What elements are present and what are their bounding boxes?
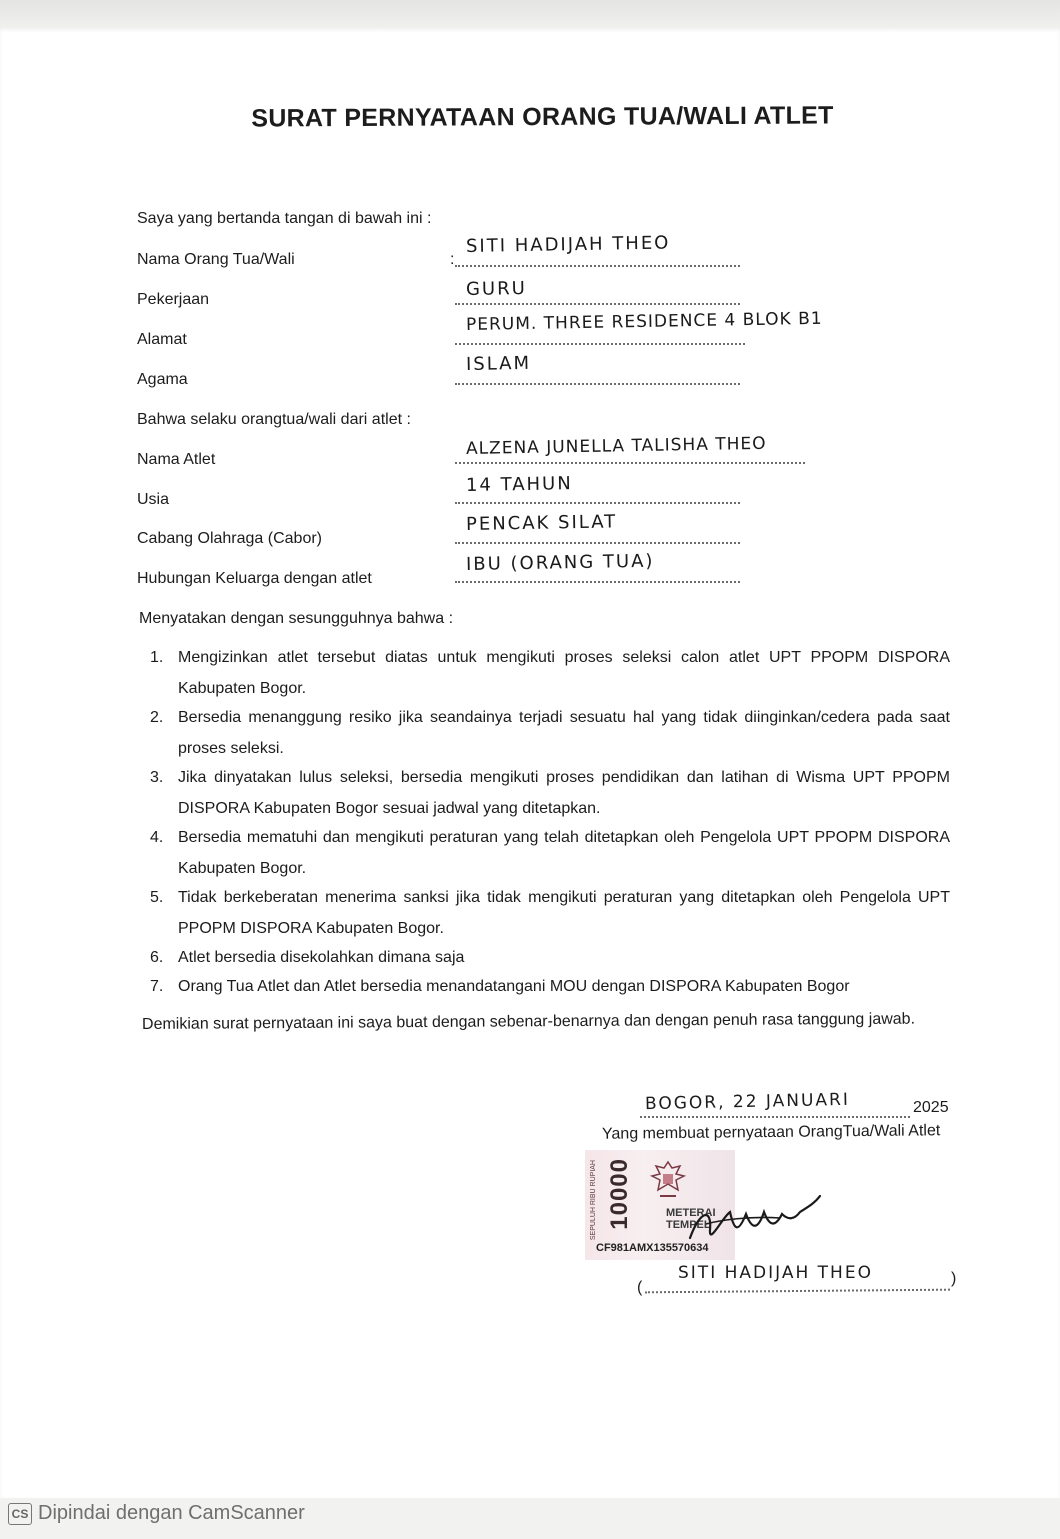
statement-number: 3. [150, 769, 164, 786]
intro-text: Saya yang bertanda tangan di bawah ini : [137, 210, 432, 227]
scan-top-shadow [0, 0, 1060, 28]
handwritten-athlete-name: ALZENA JUNELLA TALISHA THEO [465, 433, 767, 459]
athlete-intro-text: Bahwa selaku orangtua/wali dari atlet : [137, 411, 411, 428]
statement-number: 2. [150, 709, 164, 726]
stamp-side-text: SEPULUH RIBU RUPIAH [590, 1160, 597, 1241]
handwritten-occupation: GURU [465, 277, 527, 300]
statement-number: 5. [150, 889, 164, 906]
stamp-value: 10000 [606, 1158, 633, 1230]
field-label-sport: Cabang Olahraga (Cabor) [137, 530, 322, 547]
statement-item [150, 762, 950, 824]
statement-item [150, 702, 950, 764]
handwritten-signer-name: SITI HADIJAH THEO [678, 1263, 873, 1283]
statement-item [150, 971, 950, 1002]
statement-text: Bersedia mematuhi dan mengikuti peraturan yang telah ditetapkan oleh Pengelola UPT PPOPM DISPORA Kabupaten Bogor. [178, 829, 950, 877]
handwritten-sport: PENCAK SILAT [465, 511, 618, 535]
field-label-address: Alamat [137, 331, 187, 348]
statement-number: 1. [150, 649, 164, 666]
field-label-age: Usia [137, 491, 170, 508]
date-fill-line [640, 1116, 910, 1118]
statement-text: Tidak berkeberatan menerima sanksi jika tidak mengikuti peraturan yang ditetapkan oleh Pengelola UPT PPOPM DISPORA Kabupaten Bogor. [178, 889, 950, 937]
field-label-occupation: Pekerjaan [137, 291, 210, 308]
handwritten-address: PERUM. THREE RESIDENCE 4 BLOK B1 [465, 308, 823, 335]
statement-text: Orang Tua Atlet dan Atlet bersedia menandatangani MOU dengan DISPORA Kabupaten Bogor [178, 978, 850, 995]
document-title: SURAT PERNYATAAN ORANG TUA/WALI ATLET [251, 101, 834, 133]
handwritten-parent-name: SITI HADIJAH THEO [465, 232, 671, 257]
paren-close: ) [951, 1270, 957, 1287]
year-text: 2025 [913, 1099, 949, 1116]
field-label-relationship: Hubungan Keluarga dengan atlet [137, 570, 372, 587]
statement-item [150, 882, 950, 944]
statement-text: Jika dinyatakan lulus seleksi, bersedia mengikuti proses pendidikan dan latihan di Wisma UPT PPOPM DISPORA Kabupaten Bogor sesuai jadwal yang ditetapkan. [178, 769, 950, 817]
handwritten-signature [660, 1190, 830, 1260]
statement-text: Bersedia menanggung resiko jika seandainya terjadi sesuatu hal yang tidak diinginkan/cedera pada saat proses seleksi. [178, 709, 950, 757]
stamp-label-line2: TEMPEL [666, 1219, 711, 1231]
maker-label: Yang membuat pernyataan OrangTua/Wali Atlet [601, 1122, 941, 1143]
camscanner-watermark [8, 1502, 305, 1525]
statement-text: Mengizinkan atlet tersebut diatas untuk mengikuti proses seleksi calon atlet UPT PPOPM DISPORA Kabupaten Bogor. [178, 649, 950, 697]
statement-number: 7. [150, 978, 164, 995]
closing-paragraph: Demikian surat pernyataan ini saya buat dengan sebenar-benarnya dan dengan penuh rasa tanggung jawab. [141, 1010, 916, 1033]
camscanner-logo-icon: CS [8, 1503, 32, 1525]
paren-open: ( [637, 1279, 643, 1296]
stamp-label-line1: METERAI [666, 1207, 716, 1219]
handwritten-place-date: BOGOR, 22 JANUARI [644, 1089, 851, 1115]
statement-list [150, 642, 950, 1000]
statement-number: 6. [150, 949, 164, 966]
watermark-text: Dipindai dengan CamScanner [38, 1502, 305, 1524]
field-label-athlete-name: Nama Atlet [137, 451, 216, 468]
colon: : [450, 251, 455, 268]
handwritten-age: 14 TAHUN [465, 473, 573, 496]
statement-item [150, 822, 950, 884]
handwritten-religion: ISLAM [465, 352, 532, 375]
field-label-parent-name: Nama Orang Tua/Wali [137, 251, 295, 268]
statement-item [150, 942, 950, 973]
field-label-religion: Agama [137, 371, 188, 388]
statement-item [150, 642, 950, 704]
statement-text: Atlet bersedia disekolahkan dimana saja [178, 949, 465, 966]
declaration-intro: Menyatakan dengan sesungguhnya bahwa : [139, 610, 454, 627]
stamp-serial: CF981AMX135570634 [596, 1242, 709, 1254]
statement-number: 4. [150, 829, 164, 846]
handwritten-relationship: IBU (ORANG TUA) [465, 550, 655, 575]
